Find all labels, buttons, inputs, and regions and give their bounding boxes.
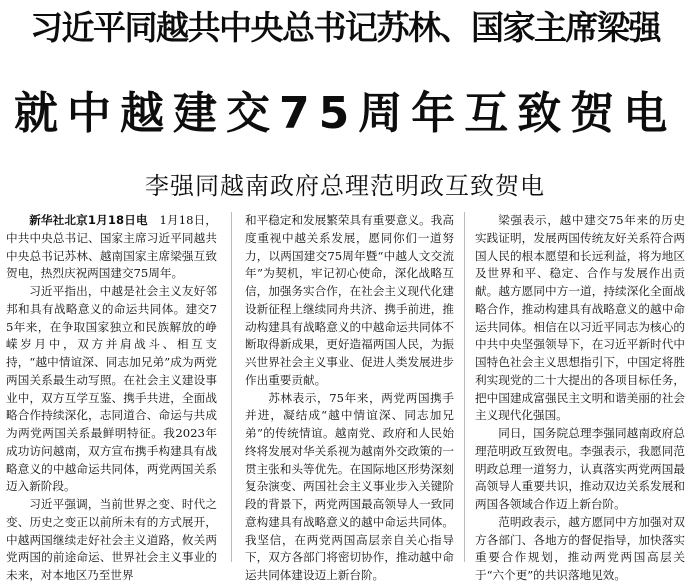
- article-paragraph: [6, 212, 217, 283]
- column-divider: [464, 212, 465, 562]
- headline-line-2: 就中越建交75周年互致贺电: [14, 88, 677, 139]
- subheadline: 李强同越南政府总理范明政互致贺电: [145, 172, 545, 200]
- dateline: 新华社北京1月18日电: [29, 213, 148, 227]
- article-paragraph: 和平稳定和发展繁荣具有重要意义。我高度重视中越关系发展，愿同你们一道努力，以两国建交75周年暨“中越人文交流年”为契机，牢记初心使命，深化战略互信，加强务实合作，在社会主义现代化建设新征程上继续同舟共济、携手前进，推动构建具有战略意义的中越命运共同体不断取得新成果，更好造福两国人民，为振兴世界社会主义事业、促进人类发展进步作出重要贡献。: [245, 213, 454, 387]
- article-paragraph: 梁强表示，越中建交75年来的历史实践证明，发展两国传统友好关系符合两国人民的根本愿望和长远利益，将为地区及世界和平、稳定、合作与发展作出贡献。越方愿同中方一道，持续深化全面战略合作，推动构建具有战略意义的越中命运共同体。相信在以习近平同志为核心的中共中央坚强领导下，在习近平新时代中国特色社会主义思想指引下，中国定将胜利实现党的二十大提出的各项目标任务，把中国建成富强民主文明和谐美丽的社会主义现代化强国。: [475, 213, 685, 423]
- article-paragraph: 同日，国务院总理李强同越南政府总理范明政互致贺电。李强表示，我愿同范明政总理一道努力，认真落实两党两国最高领导人重要共识，推动双边关系发展和两国各领域合作迈上新台阶。: [475, 426, 685, 511]
- article-paragraph: 范明政表示，越方愿同中方加强对双方各部门、各地方的督促指导，加快落实重要合作规划，推动两党两国高层关于“六个更”的共识落地见效。: [475, 514, 685, 582]
- article-paragraph: 习近平指出，中越是社会主义友好邻邦和具有战略意义的命运共同体。建交75年来，在争取国家独立和民族解放的峥嵘岁月中，双方并肩战斗、相互支持，“越中情谊深、同志加兄弟”成为两党两国关系最生动写照。在社会主义建设事业中，双方互学互鉴、携手共进，全面战略合作持续深化，志同道合、命运与共成为两党两国关系最鲜明特征。我2023年成功访问越南，双方宣布携手构建具有战略意义的中越命运共同体，两党两国关系迈入新阶段。: [6, 284, 217, 494]
- article-column-1: [6, 212, 217, 582]
- column-divider: [231, 212, 232, 562]
- paragraph-text: 1月18日，中共中央总书记、国家主席习近平同越共中央总书记苏林、越南国家主席梁强互致贺电，热烈庆祝两国建交75周年。: [6, 213, 217, 281]
- article-column-2: [245, 212, 454, 582]
- article-column-3: [475, 212, 685, 582]
- article-paragraph: 苏林表示，75年来，两党两国携手并进，凝结成“越中情谊深、同志加兄弟”的传统情谊。越南党、政府和人民始终将发展对华关系视为越南外交政策的一贯主张和头等优先。在国际地区形势深刻复杂演变、两国社会主义事业步入关键阶段的背景下，两党两国最高领导人一致同意构建具有战略意义的越中命运共同体。我坚信，在两党两国高层亲自关心指导下，双方各部门将密切协作，推动越中命运共同体建设迈上新台阶。: [245, 390, 454, 582]
- article-paragraph: 习近平强调，当前世界之变、时代之变、历史之变正以前所未有的方式展开，中越两国继续走好社会主义道路，攸关两党两国的前途命运、世界社会主义事业的未来，对本地区乃至世界: [6, 497, 217, 582]
- headline-line-1: 习近平同越共中央总书记苏林、国家主席梁强: [30, 8, 660, 47]
